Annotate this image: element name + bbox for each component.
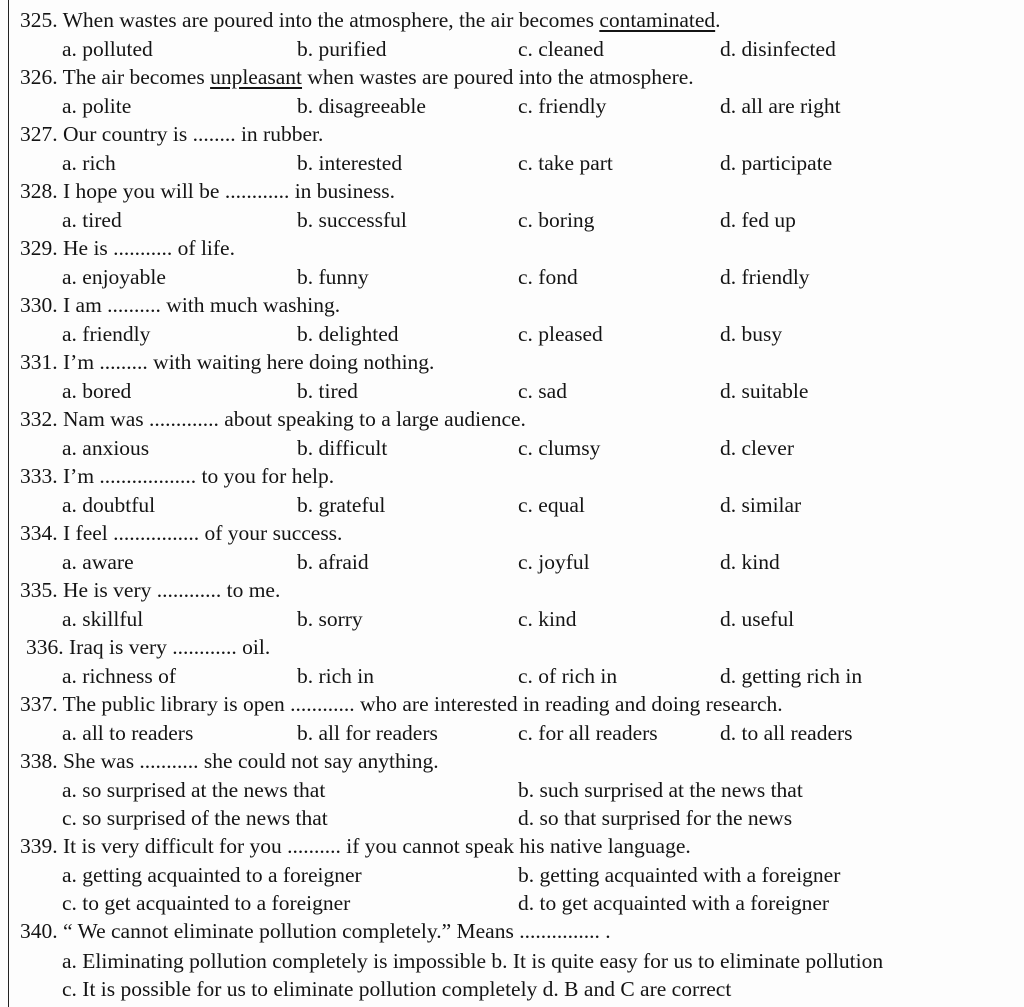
answer-option[interactable]: d. similar	[720, 492, 802, 517]
question-stem	[20, 64, 694, 90]
answer-option[interactable]: c. of rich in	[518, 663, 618, 688]
answer-option[interactable]: a. skillful	[62, 606, 144, 631]
answer-option[interactable]: d. participate	[720, 150, 833, 175]
question-stem	[20, 748, 439, 774]
answer-option[interactable]: d. to all readers	[720, 720, 853, 745]
question-number: 338.	[20, 749, 58, 773]
question-number: 326.	[20, 65, 58, 89]
answer-option[interactable]: b. delighted	[297, 321, 399, 346]
question-stem	[20, 7, 721, 33]
question-number: 340.	[20, 919, 58, 943]
answer-option[interactable]: c. sad	[518, 378, 567, 403]
question-text: .	[715, 8, 721, 32]
answer-option[interactable]: c. boring	[518, 207, 595, 232]
question-stem	[20, 235, 235, 261]
answer-option[interactable]: d. busy	[720, 321, 783, 346]
answer-option[interactable]: d. clever	[720, 435, 795, 460]
question-stem	[20, 406, 526, 432]
answer-option[interactable]: b. rich in	[297, 663, 375, 688]
answer-option[interactable]: d. getting rich in	[720, 663, 863, 688]
answer-option[interactable]: a. enjoyable	[62, 264, 166, 289]
question-stem	[20, 178, 395, 204]
question-text: The public library is open ............ who are interested in reading and doing research.	[62, 692, 783, 716]
answer-option[interactable]: a. tired	[62, 207, 122, 232]
question-stem	[20, 833, 691, 859]
question-stem	[20, 520, 342, 546]
answer-option[interactable]: a. polite	[62, 93, 132, 118]
answer-option[interactable]: a. anxious	[62, 435, 150, 460]
answer-option[interactable]: c. joyful	[518, 549, 590, 574]
question-stem	[26, 634, 270, 660]
answer-option[interactable]: a. all to readers	[62, 720, 194, 745]
question-text: I hope you will be ............ in business.	[63, 179, 396, 203]
answer-option[interactable]: a. so surprised at the news that	[62, 777, 326, 802]
answer-option[interactable]: c. kind	[518, 606, 577, 631]
answer-option[interactable]: d. so that surprised for the news	[518, 806, 793, 830]
answer-option[interactable]: d. kind	[720, 549, 780, 574]
question-number: 333.	[20, 464, 58, 488]
answer-option[interactable]: c. to get acquainted to a foreigner	[62, 891, 351, 915]
answer-option[interactable]: c. clumsy	[518, 435, 601, 460]
question-text: When wastes are poured into the atmosphere, the air becomes	[62, 8, 600, 32]
question-number: 325.	[20, 8, 58, 32]
answer-option[interactable]: d. suitable	[720, 378, 809, 403]
answer-option[interactable]: b. difficult	[297, 435, 388, 460]
answer-option[interactable]: c. so surprised of the news that	[62, 806, 328, 830]
answer-option[interactable]: a. getting acquainted to a foreigner	[62, 862, 362, 887]
question-text: She was ........... she could not say anything.	[63, 749, 439, 773]
question-stem	[20, 918, 611, 944]
answer-option[interactable]: b. getting acquainted with a foreigner	[518, 862, 841, 887]
answer-option[interactable]: c. fond	[518, 264, 578, 289]
answer-option[interactable]: d. all are right	[720, 93, 841, 118]
answer-option[interactable]: a. polluted	[62, 36, 153, 61]
answer-option[interactable]: c. pleased	[518, 321, 603, 346]
answer-option[interactable]: b. purified	[297, 36, 387, 61]
answer-option[interactable]: a. richness of	[62, 663, 177, 688]
question-text: He is very ............ to me.	[63, 578, 281, 602]
question-number: 332.	[20, 407, 58, 431]
answer-option[interactable]: c. cleaned	[518, 36, 604, 61]
question-stem	[20, 463, 334, 489]
answer-option[interactable]: b. afraid	[297, 549, 369, 574]
question-text: “ We cannot eliminate pollution completely.” Means ............... .	[63, 919, 611, 943]
question-text: It is very difficult for you .......... if you cannot speak his native language.	[63, 834, 691, 858]
underlined-word: unpleasant	[210, 65, 303, 89]
answer-option[interactable]: b. disagreeable	[297, 93, 426, 118]
answer-option[interactable]: d. friendly	[720, 264, 810, 289]
question-stem	[20, 292, 340, 318]
question-text: He is ........... of life.	[63, 236, 235, 260]
answer-option[interactable]: b. all for readers	[297, 720, 438, 745]
question-text: I’m ......... with waiting here doing nothing.	[63, 350, 435, 374]
answer-option[interactable]: c. take part	[518, 150, 613, 175]
answer-option[interactable]: d. fed up	[720, 207, 796, 232]
answer-option[interactable]: c. equal	[518, 492, 585, 517]
answer-option[interactable]: c. friendly	[518, 93, 607, 118]
answer-option[interactable]: d. disinfected	[720, 36, 836, 61]
answer-option[interactable]: c. It is possible for us to eliminate pollution completely d. B and C are correct	[62, 977, 732, 1001]
question-stem	[20, 121, 323, 147]
answer-option[interactable]: d. useful	[720, 606, 795, 631]
question-text: Iraq is very ............ oil.	[69, 635, 271, 659]
underlined-word: contaminated	[599, 8, 716, 32]
answer-option[interactable]: a. bored	[62, 378, 132, 403]
question-number: 331.	[20, 350, 58, 374]
question-text: I’m .................. to you for help.	[63, 464, 335, 488]
question-number: 339.	[20, 834, 58, 858]
answer-option[interactable]: a. aware	[62, 549, 134, 574]
question-stem	[20, 577, 280, 603]
answer-option[interactable]: b. sorry	[297, 606, 363, 631]
answer-option[interactable]: d. to get acquainted with a foreigner	[518, 891, 830, 915]
answer-option[interactable]: c. for all readers	[518, 720, 658, 745]
question-stem	[20, 691, 783, 717]
answer-option[interactable]: a. friendly	[62, 321, 151, 346]
question-number: 328.	[20, 179, 58, 203]
question-number: 334.	[20, 521, 58, 545]
question-number: 327.	[20, 122, 58, 146]
question-number: 337.	[20, 692, 58, 716]
question-number: 336.	[26, 635, 64, 659]
answer-option[interactable]: b. interested	[297, 150, 403, 175]
question-number: 329.	[20, 236, 58, 260]
answer-option[interactable]: b. tired	[297, 378, 358, 403]
question-text: Nam was ............. about speaking to a large audience.	[63, 407, 526, 431]
answer-option[interactable]: a. Eliminating pollution completely is impossible b. It is quite easy for us to eliminate pollution	[62, 949, 884, 973]
answer-option[interactable]: a. doubtful	[62, 492, 156, 517]
question-text: I am .......... with much washing.	[63, 293, 341, 317]
answer-option[interactable]: b. successful	[297, 207, 407, 232]
answer-option[interactable]: a. rich	[62, 150, 116, 175]
question-text: I feel ................ of your success.	[63, 521, 343, 545]
question-stem	[20, 349, 434, 375]
answer-option[interactable]: b. grateful	[297, 492, 386, 517]
question-text: when wastes are poured into the atmosphere.	[302, 65, 694, 89]
answer-option[interactable]: b. such surprised at the news that	[518, 777, 803, 802]
question-text: The air becomes	[62, 65, 211, 89]
question-number: 335.	[20, 578, 58, 602]
question-number: 330.	[20, 293, 58, 317]
answer-option[interactable]: b. funny	[297, 264, 369, 289]
question-text: Our country is ........ in rubber.	[63, 122, 324, 146]
